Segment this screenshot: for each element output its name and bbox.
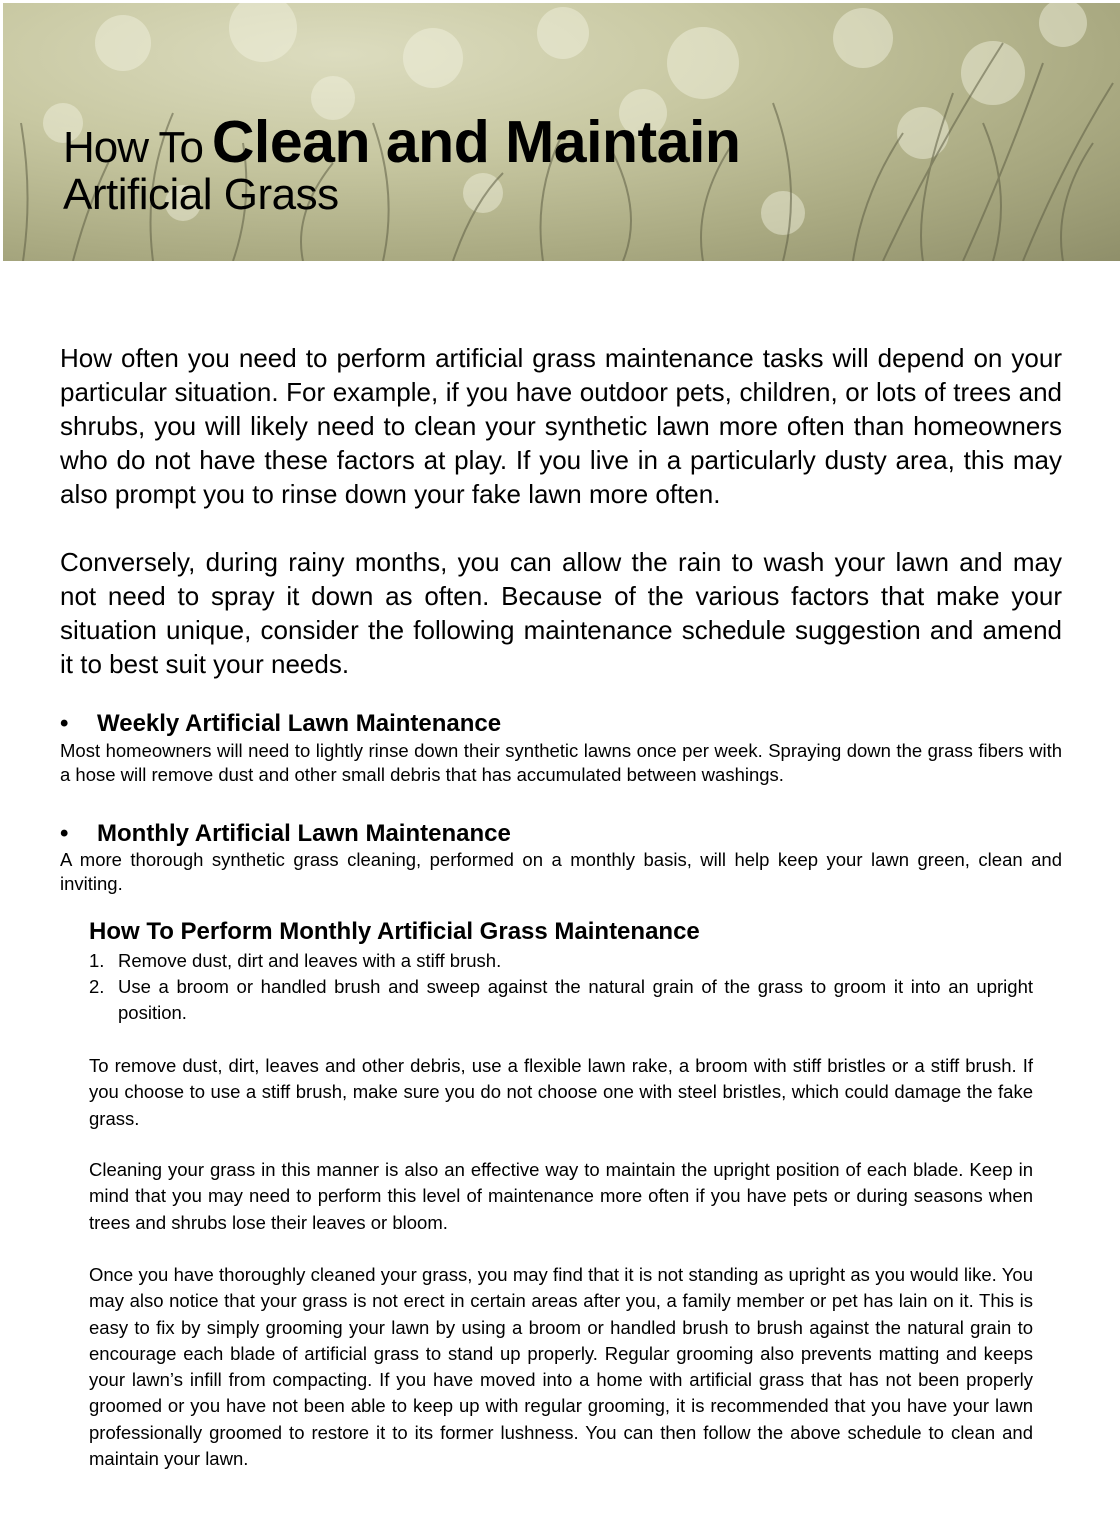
bullet-marker: • (60, 820, 69, 847)
list-item (89, 974, 1033, 1026)
monthly-steps-list (89, 948, 1033, 1026)
weekly-body: Most homeowners will need to lightly rinse down their synthetic lawns once per week. Spraying down the grass fibers with a hose will remove dust and other small debris that has accumulated between washings. (60, 740, 1062, 785)
bullet-marker: • (60, 710, 69, 737)
header-banner (3, 3, 1120, 261)
body-paragraph-debris: To remove dust, dirt, leaves and other debris, use a flexible lawn rake, a broom with stiff bristles or a stiff brush. If you choose to use a stiff brush, make sure you do not choose one with steel bristles, which could damage the fake grass. (89, 1055, 1033, 1129)
step-text: Remove dust, dirt and leaves with a stiff brush. (118, 950, 502, 971)
step-number: 2. (89, 976, 105, 997)
monthly-howto-heading: How To Perform Monthly Artificial Grass Maintenance (89, 918, 700, 945)
step-text: Use a broom or handled brush and sweep against the natural grain of the grass to groom it into an upright position. (118, 976, 1033, 1023)
body-paragraph-grooming: Once you have thoroughly cleaned your grass, you may find that it is not standing as upright as you would like. You may also notice that your grass is not erect in certain areas after you, a family member or pet has lain on it. This is easy to fix by simply grooming your lawn by using a broom or handled brush to brush against the natural grain to encourage each blade of artificial grass to stand up properly. Regular grooming also prevents matting and keeps your lawn’s infill from compacting. If you have moved into a home with artificial grass that has not been properly groomed or you have not been able to keep up with regular grooming, it is recommended that you have your lawn professionally groomed to restore it to its former lushness. You can then follow the above schedule to clean and maintain your lawn. (89, 1264, 1033, 1470)
intro-paragraph-1: How often you need to perform artificial grass maintenance tasks will depend on your particular situation. For example, if you have outdoor pets, children, or lots of trees and shrubs, you will likely need to clean your synthetic lawn more often than homeowners who do not have these factors at play. If you live in a particularly dusty area, this may also prompt you to rinse down your fake lawn more often. (60, 343, 1062, 509)
title-subtitle: Artificial Grass (63, 170, 339, 219)
title-prefix: How To (63, 123, 203, 172)
step-number: 1. (89, 950, 105, 971)
body-paragraph-upright: Cleaning your grass in this manner is also an effective way to maintain the upright position of each blade. Keep in mind that you may need to perform this level of maintenance more often if you have pets or during seasons when trees and shrubs lose their leaves or bloom. (89, 1159, 1033, 1233)
title-main: Clean and Maintain (211, 109, 741, 175)
weekly-heading-text: Weekly Artificial Lawn Maintenance (97, 710, 502, 737)
list-item (89, 948, 1033, 974)
monthly-heading (60, 820, 511, 848)
intro-paragraph-2: Conversely, during rainy months, you can allow the rain to wash your lawn and may not need to spray it down as often. Because of the various factors that make your situation unique, consider the following maintenance schedule suggestion and amend it to best suit your needs. (60, 547, 1062, 679)
monthly-heading-text: Monthly Artificial Lawn Maintenance (97, 820, 511, 847)
monthly-body: A more thorough synthetic grass cleaning, performed on a monthly basis, will help keep your lawn green, clean and inviting. (60, 849, 1062, 894)
weekly-heading (60, 710, 501, 738)
page-title (63, 108, 740, 220)
